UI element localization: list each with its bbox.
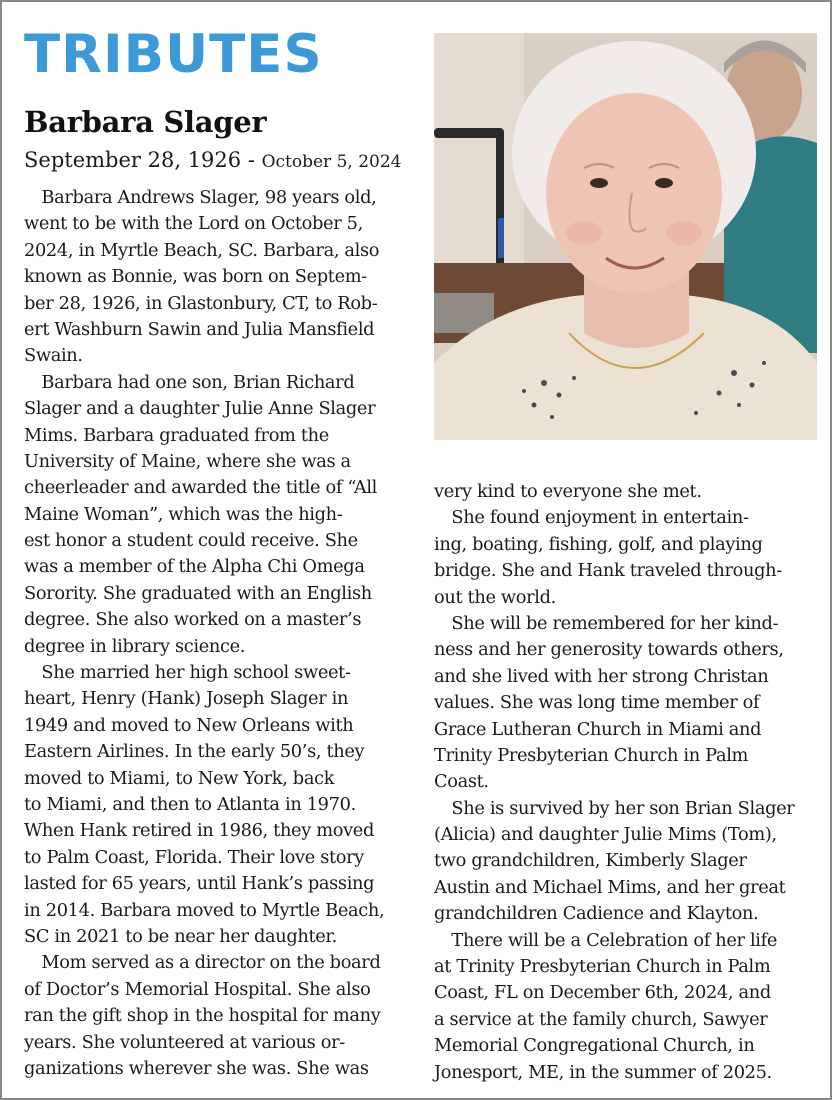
- article-line: Jonesport, ME, in the summer of 2025.: [434, 1061, 772, 1083]
- article-line: years. She volunteered at various or-: [24, 1031, 345, 1053]
- article-line: Coast, FL on December 6th, 2024, and: [434, 982, 771, 1004]
- article-line: (Alicia) and daughter Julie Mims (Tom),: [434, 824, 777, 846]
- article-line: ran the gift shop in the hospital for many: [24, 1005, 381, 1027]
- article-line: ness and her generosity towards others,: [434, 639, 784, 661]
- article-line: Grace Lutheran Church in Miami and: [434, 718, 762, 740]
- article-line: Maine Woman”, which was the high-: [24, 503, 343, 525]
- article-line: SC in 2021 to be near her daughter.: [24, 925, 337, 947]
- article-line: values. She was long time member of: [434, 692, 760, 714]
- article-line: two grandchildren, Kimberly Slager: [434, 850, 747, 872]
- date-separator: -: [241, 148, 262, 172]
- article-line: of Doctor’s Memorial Hospital. She also: [24, 978, 371, 1000]
- article-line: Memorial Congregational Church, in: [434, 1035, 755, 1057]
- article-line: known as Bonnie, was born on Septem-: [24, 266, 367, 288]
- article-line: University of Maine, where she was a: [24, 450, 351, 472]
- article-line: lasted for 65 years, until Hank’s passing: [24, 873, 375, 895]
- life-dates: [24, 148, 401, 172]
- article-line: Austin and Michael Mims, and her great: [434, 876, 786, 898]
- article-line: 2024, in Myrtle Beach, SC. Barbara, also: [24, 239, 380, 261]
- article-line: cheerleader and awarded the title of “All: [24, 477, 377, 499]
- article-line: Eastern Airlines. In the early 50’s, they: [24, 741, 365, 763]
- article-line: She found enjoyment in entertain-: [434, 507, 749, 529]
- article-line: When Hank retired in 1986, they moved: [24, 820, 374, 842]
- article-line: out the world.: [434, 586, 556, 608]
- section-title: TRIBUTES: [24, 24, 323, 85]
- article-line: 1949 and moved to New Orleans with: [24, 714, 354, 736]
- article-line: Barbara Andrews Slager, 98 years old,: [24, 187, 377, 208]
- article-line: Sorority. She graduated with an English: [24, 582, 372, 604]
- article-line: degree. She also worked on a master’s: [24, 609, 362, 631]
- article-line: at Trinity Presbyterian Church in Palm: [434, 956, 771, 978]
- article-line: ganizations wherever she was. She was: [24, 1057, 369, 1079]
- article-line: Trinity Presbyterian Church in Palm: [434, 744, 749, 766]
- birth-date: September 28, 1926: [24, 148, 242, 172]
- article-line: There will be a Celebration of her life: [434, 929, 778, 951]
- article-line: was a member of the Alpha Chi Omega: [24, 556, 365, 578]
- article-line: She married her high school sweet-: [24, 662, 351, 684]
- article-line: to Miami, and then to Atlanta in 1970.: [24, 793, 356, 815]
- article-line: to Palm Coast, Florida. Their love story: [24, 846, 364, 868]
- death-date: October 5, 2024: [261, 152, 402, 172]
- article-line: very kind to everyone she met.: [434, 481, 702, 502]
- article-column-right: [434, 479, 826, 1086]
- article-line: Barbara had one son, Brian Richard: [24, 371, 355, 393]
- article-line: and she lived with her strong Christan: [434, 665, 769, 687]
- article-line: She will be remembered for her kind-: [434, 612, 779, 634]
- deceased-name: Barbara Slager: [24, 105, 267, 139]
- article-line: a service at the family church, Sawyer: [434, 1008, 768, 1030]
- article-line: Coast.: [434, 771, 489, 793]
- article-line: Swain.: [24, 345, 83, 367]
- article-line: Slager and a daughter Julie Anne Slager: [24, 398, 376, 420]
- article-line: est honor a student could receive. She: [24, 530, 358, 552]
- article-line: in 2014. Barbara moved to Myrtle Beach,: [24, 899, 385, 921]
- article-line: grandchildren Cadience and Klayton.: [434, 903, 759, 925]
- article-line: moved to Miami, to New York, back: [24, 767, 335, 789]
- portrait-photo: [434, 33, 817, 440]
- article-line: degree in library science.: [24, 635, 246, 657]
- article-line: Mims. Barbara graduated from the: [24, 424, 329, 446]
- article-line: ing, boating, fishing, golf, and playing: [434, 533, 763, 555]
- article-line: went to be with the Lord on October 5,: [24, 213, 363, 235]
- article-line: She is survived by her son Brian Slager: [434, 797, 795, 819]
- article-line: Mom served as a director on the board: [24, 952, 381, 974]
- article-line: bridge. She and Hank traveled through-: [434, 560, 782, 582]
- article-line: ber 28, 1926, in Glastonbury, CT, to Rob-: [24, 292, 378, 314]
- article-line: heart, Henry (Hank) Joseph Slager in: [24, 688, 349, 710]
- article-line: ert Washburn Sawin and Julia Mansfield: [24, 318, 375, 340]
- article-column-left: [24, 185, 416, 1082]
